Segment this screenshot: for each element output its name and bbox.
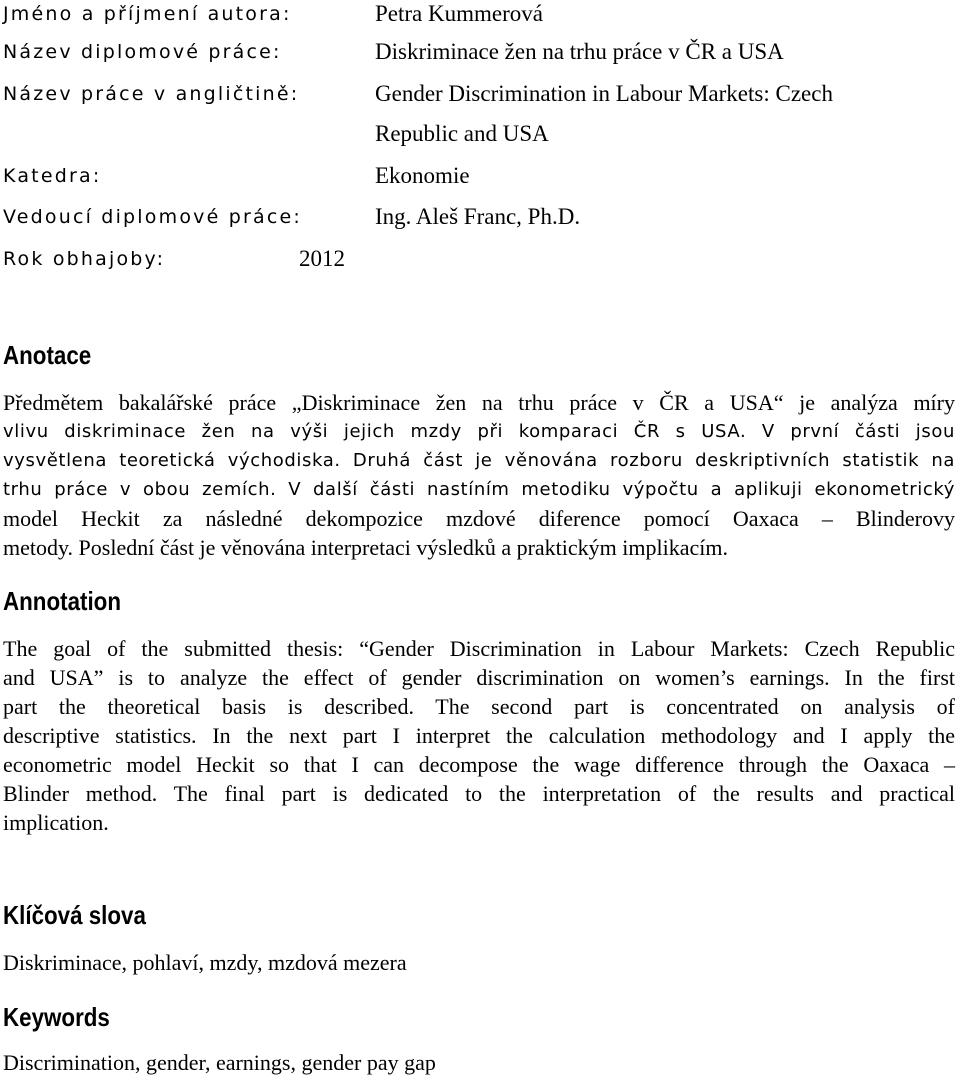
meta-english-title xyxy=(3,76,953,112)
text-line: Předmětem bakalářské práce „Diskriminace žen na trhu práce v ČR a USA“ je analýza míry xyxy=(3,390,955,415)
text-line: econometric model Heckit so that I can decompose the wage difference through the Oaxaca – xyxy=(3,752,955,777)
text-line: part the theoretical basis is described. The second part is concentrated on analysis of xyxy=(3,694,955,719)
meta-author xyxy=(3,0,953,32)
text-line: implication. xyxy=(3,810,109,835)
meta-defense-year xyxy=(3,241,953,277)
meta-value: Republic and USA xyxy=(375,121,549,146)
meta-label: Název diplomové práce: xyxy=(3,41,282,63)
text-line: The goal of the submitted thesis: “Gender Discrimination in Labour Markets: Czech Republic xyxy=(3,636,955,661)
anotace-paragraph xyxy=(3,388,955,562)
text-line: descriptive statistics. In the next part I interpret the calculation methodology and I apply the xyxy=(3,723,955,748)
annotation-paragraph xyxy=(3,634,955,837)
meta-value: Petra Kummerová xyxy=(375,1,543,26)
meta-value: Ing. Aleš Franc, Ph.D. xyxy=(375,204,581,229)
heading-klicova-slova: Klíčová slova xyxy=(3,900,146,930)
text-line: Blinder method. The final part is dedicated to the interpretation of the results and practical xyxy=(3,781,955,806)
meta-supervisor xyxy=(3,199,953,235)
meta-value: Gender Discrimination in Labour Markets: Czech xyxy=(375,81,833,106)
meta-thesis-title xyxy=(3,34,953,70)
meta-label: Jméno a příjmení autora: xyxy=(3,3,292,25)
meta-value: Ekonomie xyxy=(375,163,470,188)
meta-english-title-cont xyxy=(3,116,953,152)
klicova-slova-text: Diskriminace, pohlaví, mzdy, mzdová mezera xyxy=(3,950,407,975)
heading-annotation: Annotation xyxy=(3,586,121,616)
heading-anotace: Anotace xyxy=(3,340,92,370)
keywords-text: Discrimination, gender, earnings, gender pay gap xyxy=(3,1050,436,1075)
text-line: metody. Poslední část je věnována interpretaci výsledků a praktickým implikacím. xyxy=(3,535,728,560)
text-line: vlivu diskriminace žen na výši jejich mzdy při komparaci ČR s USA. V první části jsou xyxy=(3,421,955,442)
meta-label: Vedoucí diplomové práce: xyxy=(3,206,302,228)
meta-value: 2012 xyxy=(299,246,345,271)
meta-value: Diskriminace žen na trhu práce v ČR a USA xyxy=(375,39,784,64)
meta-department xyxy=(3,158,953,194)
text-line: model Heckit za následné dekompozice mzdové diference pomocí Oaxaca – Blinderovy xyxy=(3,506,955,531)
meta-label: Katedra: xyxy=(3,165,102,187)
text-line: and USA” is to analyze the effect of gender discrimination on women’s earnings. In the first xyxy=(3,665,955,690)
text-line: vysvětlena teoretická východiska. Druhá část je věnována rozboru deskriptivních statistik na xyxy=(3,450,955,471)
heading-keywords: Keywords xyxy=(3,1002,110,1032)
text-line: trhu práce v obou zemích. V další části nastíním metodiku výpočtu a aplikuji ekonometrický xyxy=(3,479,955,500)
meta-label: Název práce v angličtině: xyxy=(3,83,300,105)
meta-label: Rok obhajoby: xyxy=(3,248,166,270)
